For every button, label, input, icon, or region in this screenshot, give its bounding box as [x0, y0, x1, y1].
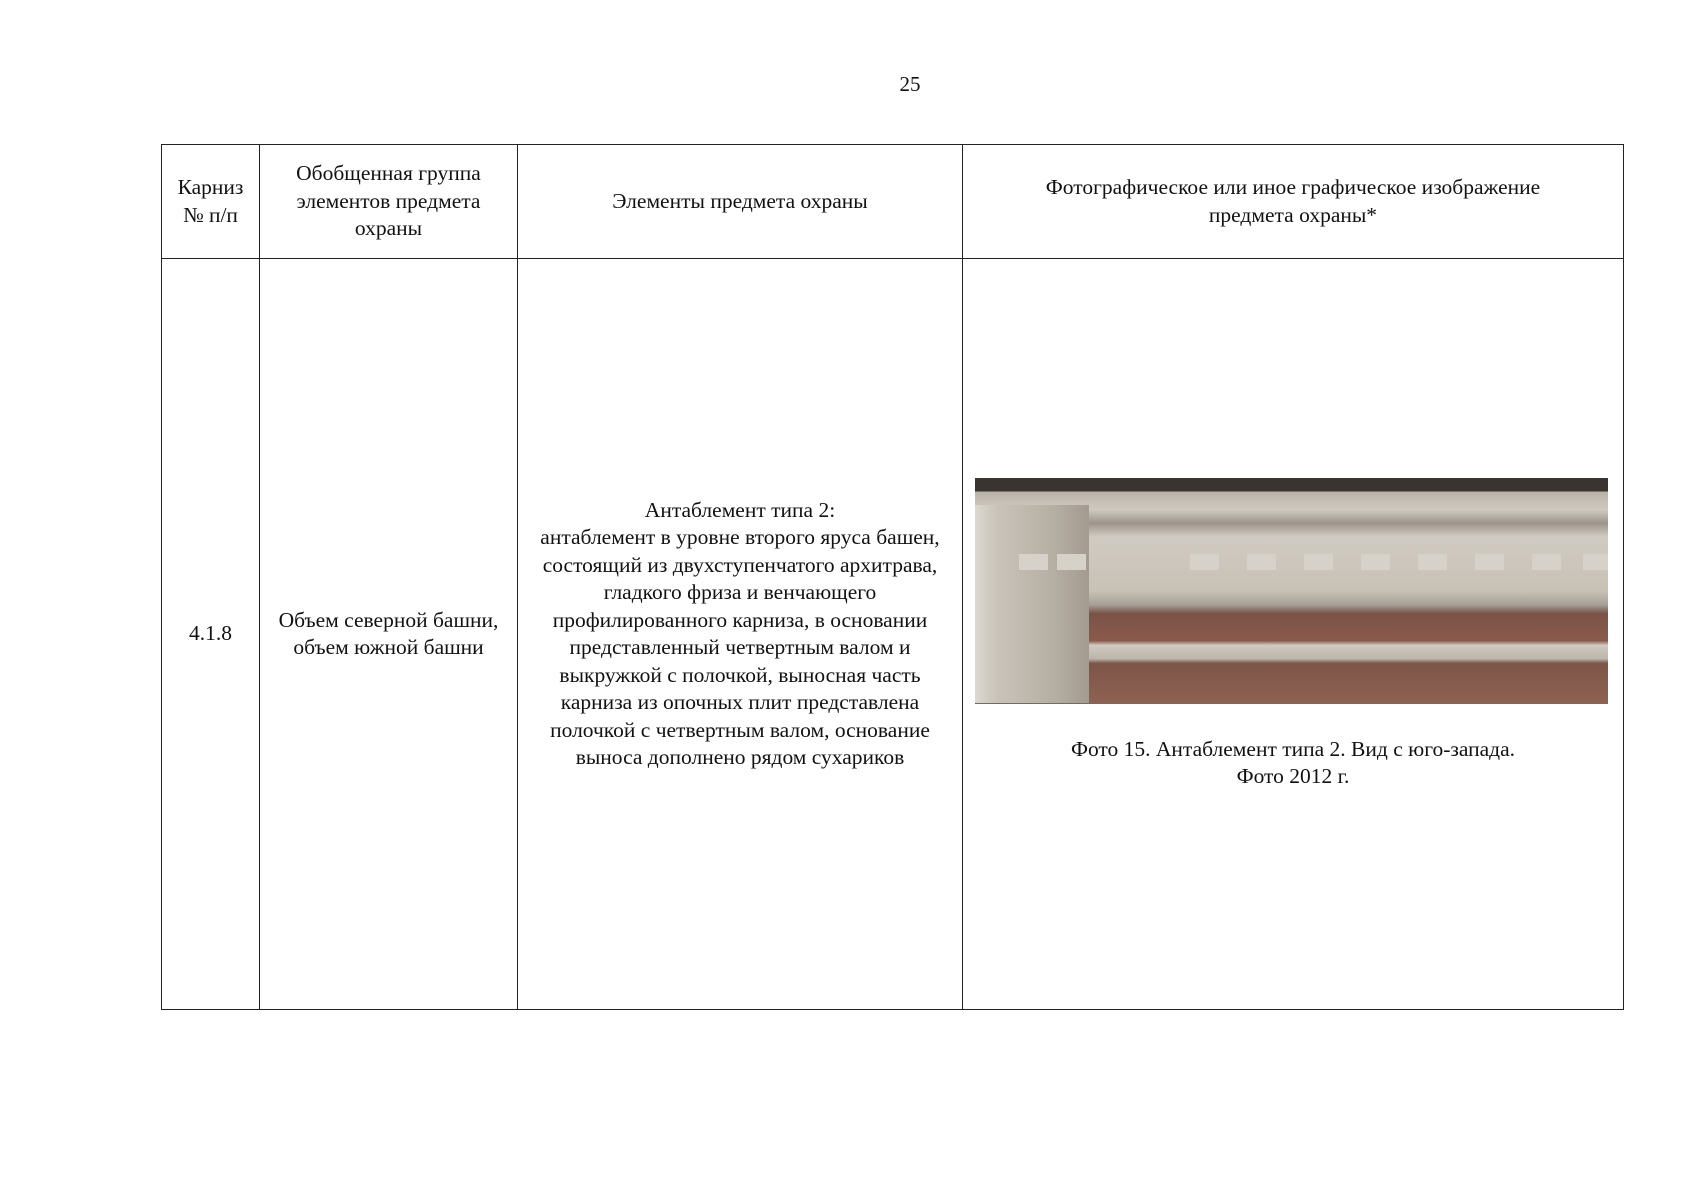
table-row [162, 259, 1624, 1010]
protection-table [161, 144, 1624, 1010]
photo-caption-line2: Фото 2012 г. [1236, 764, 1350, 788]
page-number: 25 [899, 72, 921, 96]
header-photo: Фотографическое или иное графическое изображение предмета охраны* [963, 145, 1624, 259]
row-photo [963, 259, 1624, 1010]
header-elements: Элементы предмета охраны [518, 145, 963, 259]
row-elements [518, 259, 963, 1010]
photo-caption-line1: Фото 15. Антаблемент типа 2. Вид с юго-запада. [1070, 736, 1516, 761]
cornice-photo [975, 478, 1608, 704]
elements-text: антаблемент в уровне второго яруса башен, состоящий из двухступенчатого архитрава, гладкого фриза и венчающего профилированного карниза, в основании представленный четвертным валом и выкружкой с полочкой, выносная часть карниза из опочных плит представлена полочкой с четвертным валом, основание выноса дополнено рядом сухариков [540, 525, 940, 769]
elements-title: Антаблемент типа 2: [644, 497, 836, 522]
table-header-row [162, 145, 1624, 259]
header-number: Карниз № п/п [162, 145, 260, 259]
header-group: Обобщенная группа элементов предмета охраны [260, 145, 518, 259]
row-group: Объем северной башни, объем южной башни [260, 259, 518, 1010]
row-number: 4.1.8 [162, 259, 260, 1010]
